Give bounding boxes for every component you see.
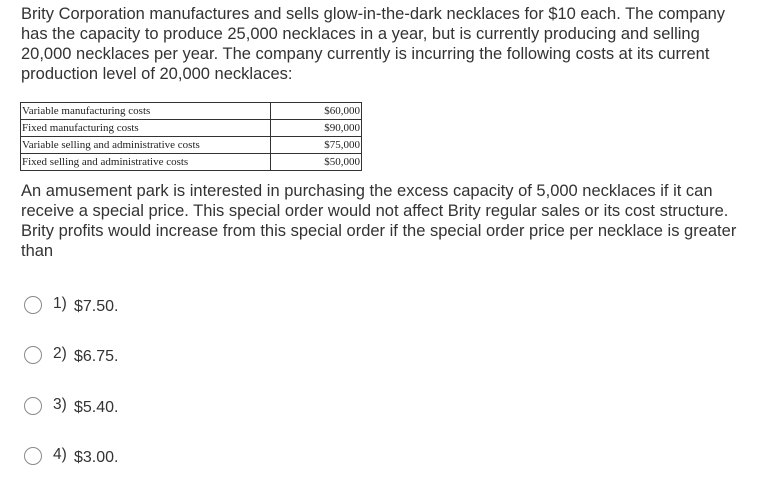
radio-button-icon[interactable] bbox=[24, 296, 42, 314]
option-text: $7.50. bbox=[74, 298, 119, 315]
cost-label: Variable selling and administrative costs bbox=[21, 137, 271, 154]
answer-option-2[interactable] bbox=[24, 344, 224, 368]
answer-option-1[interactable] bbox=[24, 294, 224, 318]
radio-button-icon[interactable] bbox=[24, 447, 42, 465]
cost-table bbox=[20, 102, 362, 171]
question-intro: Brity Corporation manufactures and sells glow-in-the-dark necklaces for $10 each. The company has the capacity to produce 25,000 necklaces in a year, but is currently producing and selling 20,000 necklaces per year. The company currently is incurring the following costs at its current production level of 20,000 necklaces: bbox=[21, 5, 726, 83]
cost-amount: $60,000 bbox=[271, 103, 362, 120]
option-number: 2) bbox=[53, 345, 67, 362]
question-prompt: An amusement park is interested in purchasing the excess capacity of 5,000 necklaces if it can receive a special price. This special order would not affect Brity regular sales or its cost structure. Brity profits would increase from this special order if the special order price per necklace is greater than bbox=[21, 182, 737, 260]
radio-button-icon[interactable] bbox=[24, 346, 42, 364]
cost-label: Fixed manufacturing costs bbox=[21, 120, 271, 137]
option-number: 1) bbox=[53, 295, 67, 312]
option-number: 4) bbox=[53, 446, 67, 463]
cost-label: Variable manufacturing costs bbox=[21, 103, 271, 120]
table-row bbox=[21, 154, 362, 171]
table-row bbox=[21, 137, 362, 154]
cost-label: Fixed selling and administrative costs bbox=[21, 154, 271, 171]
radio-button-icon[interactable] bbox=[24, 397, 42, 415]
cost-amount: $75,000 bbox=[271, 137, 362, 154]
table-row bbox=[21, 103, 362, 120]
option-number: 3) bbox=[53, 396, 67, 413]
option-text: $5.40. bbox=[74, 399, 119, 416]
option-text: $6.75. bbox=[74, 348, 119, 365]
answer-option-3[interactable] bbox=[24, 395, 224, 419]
cost-amount: $90,000 bbox=[271, 120, 362, 137]
option-text: $3.00. bbox=[74, 449, 119, 466]
answer-option-4[interactable] bbox=[24, 445, 224, 469]
table-row bbox=[21, 120, 362, 137]
cost-amount: $50,000 bbox=[271, 154, 362, 171]
